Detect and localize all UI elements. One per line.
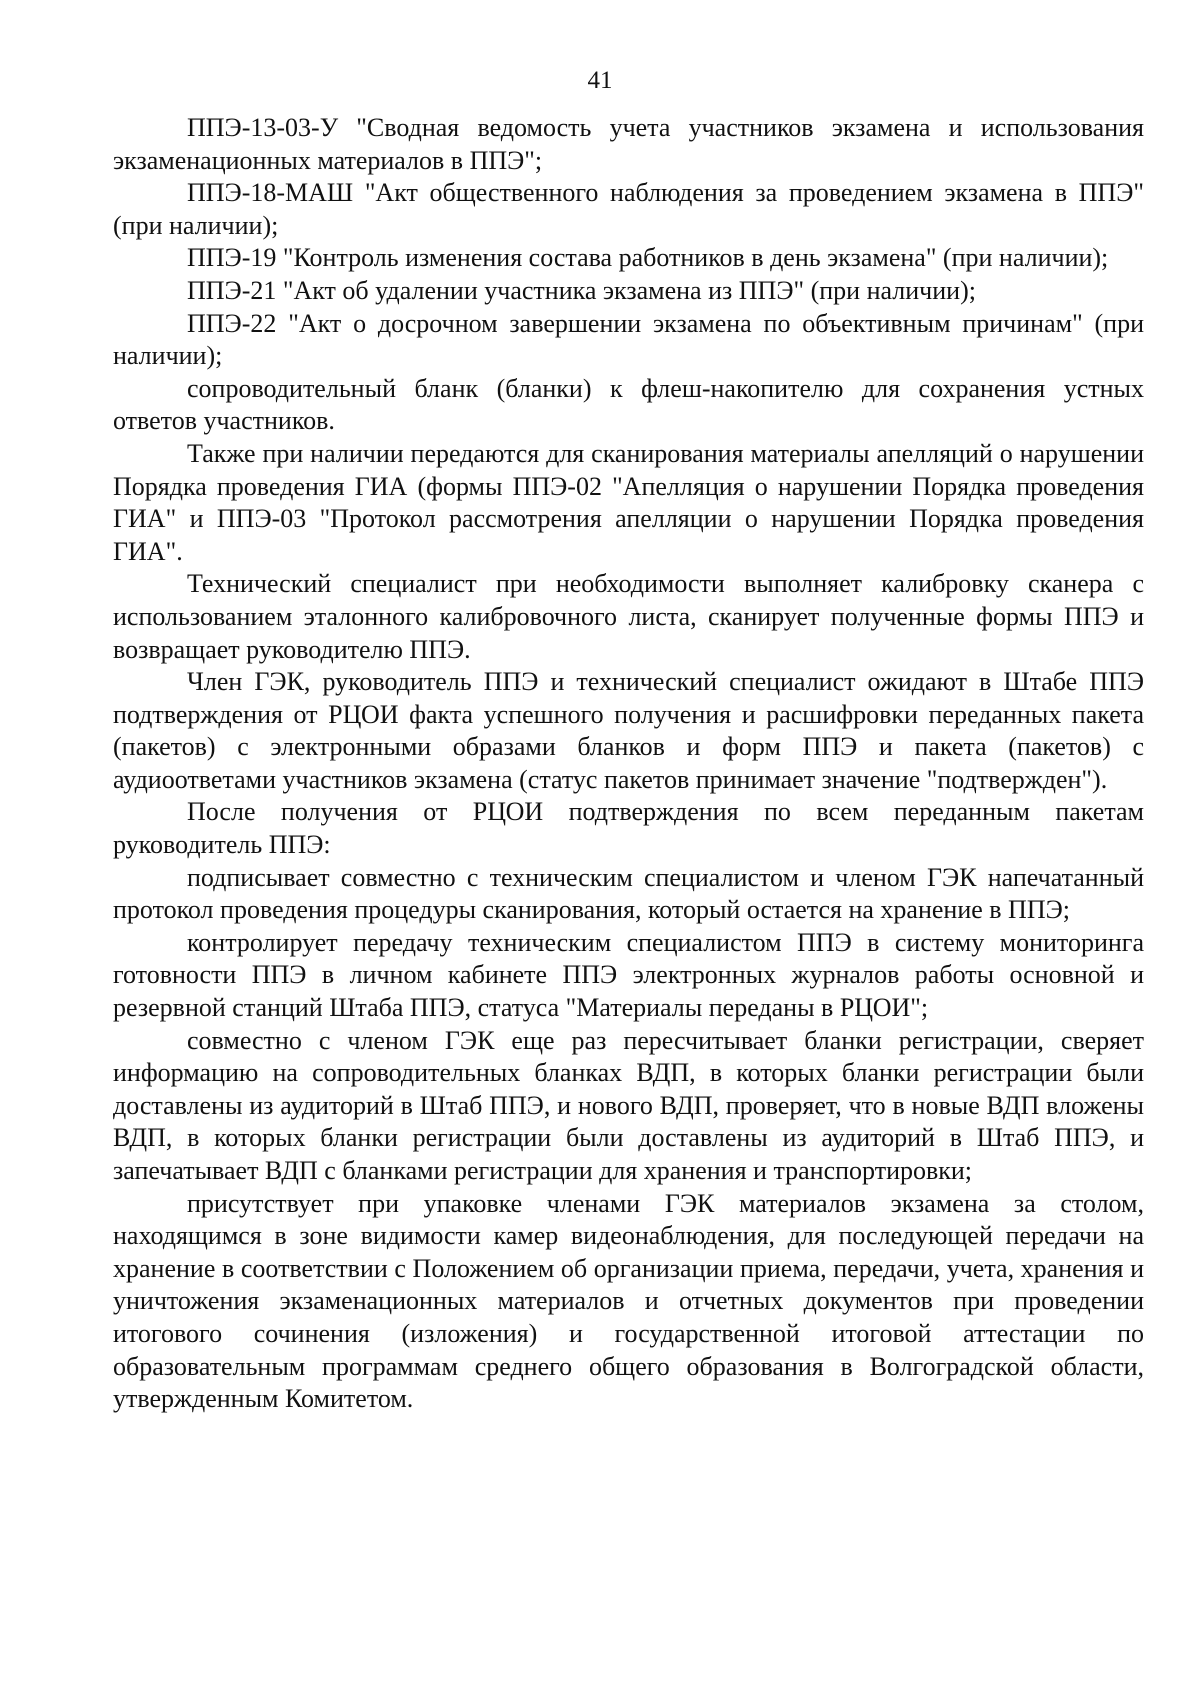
- paragraph-form-ppe-18-mash: ППЭ-18-МАШ "Акт общественного наблюдения за проведением экзамена в ППЭ" (при наличии);: [113, 178, 1144, 240]
- paragraph-packaging: присутствует при упаковке членами ГЭК материалов экзамена за столом, находящимся в зоне видимости камер видеонаблюдения, для последующей передачи на хранение в соответствии с Положением об организации приема, передачи, учета, хранения и уничтожения экзаменационных материалов и отчетных документов при проведении итогового сочинения (изложения) и государственной итоговой аттестации по образовательным программам среднего общего образования в Волгоградской области, утвержденным Комитетом.: [113, 1188, 1144, 1414]
- paragraph-form-ppe-19: ППЭ-19 "Контроль изменения состава работников в день экзамена" (при наличии);: [187, 243, 1109, 273]
- paragraph-recount-forms: совместно с членом ГЭК еще раз пересчитывает бланки регистрации, сверяет информацию на сопроводительных бланках ВДП, в которых бланки регистрации были доставлены из аудиторий в Штаб ППЭ, и нового ВДП, проверяет, что в новые ВДП вложены ВДП, в которых бланки регистрации были доставлены из аудиторий в Штаб ППЭ, и запечатывает ВДП с бланками регистрации для хранения и транспортировки;: [113, 1025, 1144, 1185]
- paragraph-form-ppe-13-03-u: ППЭ-13-03-У "Сводная ведомость учета участников экзамена и использования экзаменационных материалов в ППЭ";: [113, 113, 1144, 175]
- document-body: [113, 112, 1144, 1416]
- paragraph-form-ppe-22: ППЭ-22 "Акт о досрочном завершении экзамена по объективным причинам" (при наличии);: [113, 308, 1144, 371]
- paragraph-monitoring-transfer: контролирует передачу техническим специалистом ППЭ в систему мониторинга готовности ППЭ в личном кабинете ППЭ электронных журналов работы основной и резервной станций Штаба ППЭ, статуса "Материалы переданы в РЦОИ";: [113, 927, 1144, 1023]
- paragraph-appeals: Также при наличии передаются для сканирования материалы апелляций о нарушении Порядка проведения ГИА (формы ППЭ-02 "Апелляция о нарушении Порядка проведения ГИА" и ППЭ-03 "Протокол рассмотрения апелляции о нарушении Порядка проведения ГИА".: [113, 438, 1144, 566]
- paragraph-form-ppe-21: ППЭ-21 "Акт об удалении участника экзамена из ППЭ" (при наличии);: [187, 275, 976, 305]
- page-number: 41: [587, 67, 613, 94]
- paragraph-signs-protocol: подписывает совместно с техническим специалистом и членом ГЭК напечатанный протокол проведения процедуры сканирования, который остается на хранение в ППЭ;: [113, 862, 1144, 925]
- paragraph-rcoi-confirmation-wait: Член ГЭК, руководитель ППЭ и технический специалист ожидают в Штабе ППЭ подтверждения от РЦОИ факта успешного получения и расшифровки переданных пакета (пакетов) с электронными образами бланков и форм ППЭ и пакета (пакетов) с аудиоответами участников экзамена (статус пакетов принимает значение "подтвержден").: [113, 667, 1144, 794]
- paragraph-scanner-calibration: Технический специалист при необходимости выполняет калибровку сканера с использованием эталонного калибровочного листа, сканирует полученные формы ППЭ и возвращает руководителю ППЭ.: [113, 569, 1144, 664]
- paragraph-flash-drive-form: сопроводительный бланк (бланки) к флеш-накопителю для сохранения устных ответов участников.: [113, 373, 1144, 436]
- paragraph-after-confirmation: После получения от РЦОИ подтверждения по всем переданным пакетам руководитель ППЭ:: [113, 797, 1144, 860]
